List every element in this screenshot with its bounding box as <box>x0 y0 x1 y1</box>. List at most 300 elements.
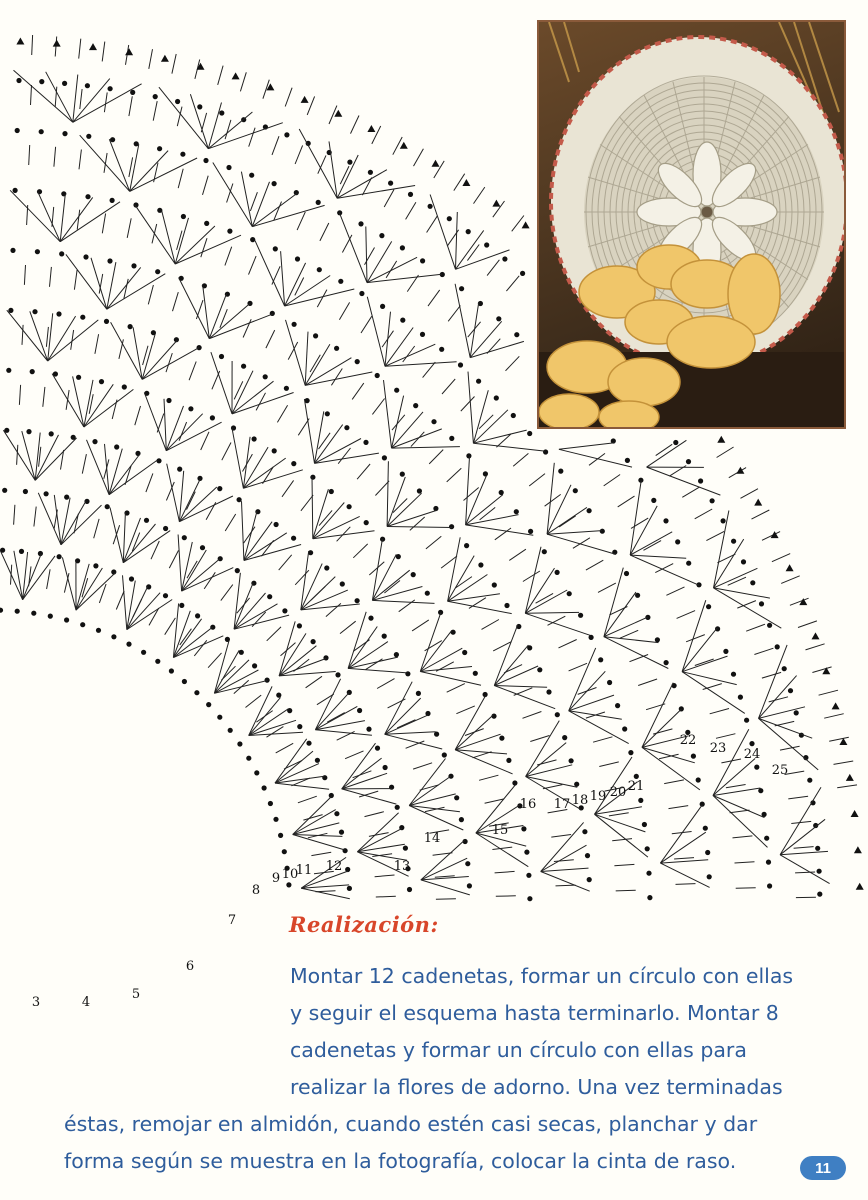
stitch-dash <box>573 538 590 549</box>
round-number-13: 13 <box>393 859 411 874</box>
fan-stitch <box>135 205 175 264</box>
chain-dot <box>738 695 743 700</box>
stitch-dash <box>414 149 424 166</box>
chain-dot <box>413 403 418 408</box>
chain-dot <box>521 826 526 831</box>
fan-stitch <box>87 440 110 495</box>
stitch-dash <box>173 292 179 311</box>
chain-dot <box>607 680 612 685</box>
stitch-dash <box>79 150 81 170</box>
stitch-dash <box>806 644 825 650</box>
chain-dot <box>311 639 316 644</box>
fan-stitch <box>313 503 345 539</box>
fan-stitch <box>315 425 343 464</box>
chain-dot <box>324 565 329 570</box>
fan-stitch <box>123 524 155 563</box>
stitch-dash <box>655 564 673 573</box>
fan-stitch <box>105 444 110 495</box>
chain-dot <box>700 802 705 807</box>
chain-dot <box>263 374 268 379</box>
stitch-dash <box>436 899 456 900</box>
stitch-dash <box>695 509 713 519</box>
fan-stitch <box>315 411 324 463</box>
stitch-dash <box>353 771 372 778</box>
fan-stitch <box>22 431 35 480</box>
chain-dot <box>10 248 15 253</box>
round-number-25: 25 <box>771 763 789 778</box>
chain-dot <box>542 549 547 554</box>
fan-stitch <box>30 311 48 361</box>
stitch-dash <box>82 454 86 474</box>
chain-dot <box>514 509 519 514</box>
fan-stitch <box>208 123 282 149</box>
fan-stitch <box>468 372 473 444</box>
chain-dot <box>431 419 436 424</box>
stitch-dash <box>682 487 699 497</box>
chain-dot <box>252 436 257 441</box>
chain-dot <box>417 488 422 493</box>
round-number-22: 22 <box>679 733 697 748</box>
stitch-dash <box>365 812 384 817</box>
stitch-dash <box>506 356 520 371</box>
stitch-dash <box>201 238 207 257</box>
stitch-dash <box>829 737 849 741</box>
stitch-dash <box>604 475 620 486</box>
chain-dot <box>62 131 67 136</box>
stitch-dash <box>556 885 576 886</box>
fan-stitch <box>301 888 350 899</box>
edge-arrow <box>771 531 779 538</box>
round-number-11: 11 <box>295 863 313 878</box>
chain-dot <box>355 598 360 603</box>
stitch-dash <box>31 85 32 105</box>
chain-dot <box>204 221 209 226</box>
chain-dot <box>128 324 133 329</box>
stitch-dash <box>338 448 350 464</box>
stitch-dash <box>447 468 462 482</box>
chain-dot <box>449 436 454 441</box>
fan-stitch <box>387 477 405 527</box>
stitch-dash <box>656 444 673 455</box>
chain-dot <box>104 319 109 324</box>
stitch-dash <box>369 833 389 837</box>
chain-dot <box>246 756 251 761</box>
stitch-dash <box>480 507 496 520</box>
round-number-9: 9 <box>271 871 281 886</box>
chain-dot <box>731 672 736 677</box>
stitch-dash <box>599 762 619 767</box>
stitch-dash <box>307 96 314 115</box>
chain-dot <box>754 765 759 770</box>
fan-stitch <box>525 547 541 614</box>
stitch-dash <box>703 684 722 690</box>
chain-dot <box>210 415 215 420</box>
stitch-dash <box>148 285 153 304</box>
stitch-dash <box>762 672 781 678</box>
round-number-15: 15 <box>491 823 509 838</box>
fan-stitch <box>130 158 197 191</box>
stitch-dash <box>428 290 440 306</box>
fan-stitch <box>38 192 61 242</box>
chain-dot <box>322 775 327 780</box>
stitch-dash <box>129 157 133 177</box>
stitch-dash <box>482 620 499 630</box>
fan-stitch <box>392 396 404 449</box>
fan-stitch <box>541 822 584 871</box>
stitch-dash <box>320 223 329 241</box>
stitch-dash <box>413 763 432 769</box>
chain-dot <box>284 132 289 137</box>
fan-stitch <box>420 672 481 686</box>
chain-dot <box>169 668 174 673</box>
chain-dot <box>338 279 343 284</box>
round-number-6: 6 <box>185 959 195 974</box>
chain-dot <box>272 181 277 186</box>
fan-stitch <box>780 855 830 884</box>
chain-dot <box>282 608 287 613</box>
chain-dot <box>110 137 115 142</box>
fan-stitch <box>525 612 579 613</box>
fan-stitch <box>255 241 285 306</box>
stitch-dash <box>79 39 81 59</box>
chain-dot <box>494 395 499 400</box>
stitch-dash <box>506 276 519 291</box>
stitch-dash <box>266 330 275 348</box>
fan-stitch <box>242 501 244 560</box>
instructions-line-4: realizar la flores de adorno. Una vez terminadas <box>290 1075 783 1099</box>
chain-dot <box>466 229 471 234</box>
stitch-dash <box>129 96 132 116</box>
fan-stitch <box>682 672 745 714</box>
chain-dot <box>794 710 799 715</box>
chain-dot <box>250 237 255 242</box>
stitch-dash <box>14 505 15 525</box>
stitch-dash <box>717 447 734 458</box>
stitch-dash <box>237 598 250 613</box>
stitch-dash <box>586 560 603 570</box>
fan-stitch <box>209 303 250 338</box>
stitch-dash <box>644 541 662 551</box>
chain-dot <box>175 99 180 104</box>
fan-stitch <box>385 312 391 367</box>
chain-dot <box>703 826 708 831</box>
stitch-dash <box>295 570 309 585</box>
chain-dot <box>276 693 281 698</box>
stitch-dash <box>746 624 765 631</box>
fan-stitch <box>305 332 308 386</box>
stitch-dash <box>124 279 128 299</box>
chain-dot <box>15 609 20 614</box>
stitch-dash <box>710 709 729 714</box>
edge-arrow <box>832 702 840 709</box>
chain-dot <box>663 518 668 523</box>
stitch-dash <box>386 261 397 278</box>
fan-stitch <box>301 577 336 610</box>
stitch-dash <box>536 593 554 603</box>
stitch-dash <box>279 555 292 570</box>
stitch-dash <box>762 532 780 541</box>
chain-dot <box>411 572 416 577</box>
chain-dot <box>817 869 822 874</box>
fan-stitch <box>209 314 273 339</box>
chain-dot <box>163 526 168 531</box>
stitch-dash <box>203 176 209 195</box>
stitch-dash <box>180 629 192 645</box>
chain-dot <box>292 322 297 327</box>
edge-arrow <box>854 846 862 853</box>
fan-stitch <box>312 477 313 539</box>
stitch-dash <box>834 761 854 764</box>
fan-stitch <box>385 362 457 367</box>
chain-dot <box>382 634 387 639</box>
chain-dot <box>710 498 715 503</box>
fan-stitch <box>73 75 78 123</box>
chain-dot <box>645 846 650 851</box>
chain-dot <box>492 582 497 587</box>
chain-dot <box>448 774 453 779</box>
chain-dot <box>638 798 643 803</box>
stitch-dash <box>410 517 425 530</box>
chain-dot <box>56 311 61 316</box>
chain-dot <box>129 576 134 581</box>
fan-stitch <box>208 103 221 149</box>
chain-dot <box>334 811 339 816</box>
fan-stitch <box>315 730 372 736</box>
chain-dot <box>23 489 28 494</box>
stitch-dash <box>298 796 317 803</box>
chain-dot <box>439 347 444 352</box>
fan-stitch <box>455 696 485 750</box>
stitch-dash <box>837 785 857 788</box>
fan-stitch <box>144 393 166 451</box>
stitch-dash <box>674 858 694 859</box>
edge-arrow <box>125 48 133 55</box>
stitch-dash <box>46 327 48 347</box>
fan-stitch <box>244 522 272 561</box>
fan-stitch <box>392 447 460 449</box>
chain-dot <box>464 543 469 548</box>
stitch-dash <box>153 101 157 121</box>
fan-stitch <box>275 783 329 789</box>
stitch-dash <box>29 145 30 165</box>
chain-dot <box>506 758 511 763</box>
fan-stitch <box>167 464 180 522</box>
stitch-dash <box>208 653 221 668</box>
instructions-text <box>64 958 834 1180</box>
edge-arrow <box>367 125 375 132</box>
chain-dot <box>278 833 283 838</box>
edge-arrow <box>16 38 24 45</box>
chain-dot <box>615 703 620 708</box>
fan-stitch <box>214 681 267 694</box>
fan-stitch <box>73 79 110 123</box>
stitch-dash <box>116 591 124 610</box>
stitch-dash <box>47 569 51 589</box>
stitch-dash <box>754 648 773 654</box>
stitch-dash <box>598 583 616 592</box>
chain-dot <box>731 539 736 544</box>
fan-stitch <box>604 637 659 643</box>
stitch-dash <box>352 383 364 399</box>
fan-stitch <box>525 568 554 613</box>
fan-stitch <box>547 531 602 535</box>
chain-dot <box>126 642 131 647</box>
chain-dot <box>297 623 302 628</box>
fan-stitch <box>286 320 306 386</box>
stitch-dash <box>342 235 352 253</box>
chain-dot <box>394 652 399 657</box>
fan-stitch <box>430 195 455 270</box>
fan-stitch <box>66 254 107 309</box>
chain-dot <box>219 354 224 359</box>
chain-dot <box>135 451 140 456</box>
fan-stitch <box>109 454 140 495</box>
chain-dot <box>574 782 579 787</box>
stitch-dash <box>225 514 236 531</box>
stitch-dash <box>102 214 105 234</box>
fan-stitch <box>348 627 377 669</box>
chain-dot <box>226 165 231 170</box>
stitch-dash <box>593 737 612 742</box>
edge-arrow <box>161 55 169 62</box>
chain-dot <box>210 625 215 630</box>
chain-dot <box>526 873 531 878</box>
fan-stitch <box>642 747 695 762</box>
fan-stitch <box>342 789 397 804</box>
stitch-dash <box>569 663 587 671</box>
fan-stitch <box>647 467 721 495</box>
fan-stitch <box>759 645 788 719</box>
chain-dot <box>459 817 464 822</box>
stitch-dash <box>95 334 99 354</box>
fan-stitch <box>48 320 99 361</box>
chain-dot <box>177 467 182 472</box>
stitch-dash <box>426 536 441 549</box>
fan-stitch <box>166 406 183 451</box>
chain-dot <box>166 398 171 403</box>
fan-stitch <box>166 422 221 451</box>
stitch-dash <box>218 66 223 85</box>
chain-dot <box>6 368 11 373</box>
fan-stitch <box>73 376 84 427</box>
chain-dot <box>651 498 656 503</box>
chain-dot <box>817 892 822 897</box>
chain-dot <box>310 475 315 480</box>
chain-dot <box>587 877 592 882</box>
chain-dot <box>705 850 710 855</box>
chain-dot <box>268 801 273 806</box>
stitch-dash <box>345 751 363 759</box>
chain-dot <box>698 478 703 483</box>
chain-dot <box>647 895 652 900</box>
chain-dot <box>782 666 787 671</box>
stitch-dash <box>496 896 516 897</box>
chain-dot <box>61 191 66 196</box>
chain-dot <box>31 611 36 616</box>
chain-dot <box>347 886 352 891</box>
stitch-dash <box>256 393 265 411</box>
fan-stitch <box>279 646 316 676</box>
fan-stitch <box>182 568 234 592</box>
edge-arrow <box>522 221 530 228</box>
stitch-dash <box>733 836 753 838</box>
chain-dot <box>200 545 205 550</box>
chain-dot <box>62 81 67 86</box>
stitch-dash <box>274 202 282 221</box>
chain-dot <box>83 254 88 259</box>
round-number-16: 16 <box>519 797 537 812</box>
fan-stitch <box>541 845 587 871</box>
fan-stitch <box>392 429 442 448</box>
fan-stitch <box>164 399 166 451</box>
round-number-19: 19 <box>589 789 607 804</box>
section-heading: Realización: <box>289 912 439 937</box>
fan-stitch <box>384 380 392 448</box>
instructions-line-6: forma según se muestra en la fotografía, colocar la cinta de raso. <box>64 1149 737 1173</box>
stitch-dash <box>272 136 279 155</box>
chain-dot <box>99 379 104 384</box>
stitch-dash <box>788 796 808 799</box>
chain-dot <box>92 439 97 444</box>
chain-dot <box>569 758 574 763</box>
stitch-dash <box>351 116 360 134</box>
stitch-dash <box>618 496 635 507</box>
chain-dot <box>85 83 90 88</box>
fan-stitch <box>448 575 488 602</box>
fan-stitch <box>473 390 488 443</box>
stitch-dash <box>609 813 629 816</box>
chain-dot <box>347 160 352 165</box>
round-number-5: 5 <box>131 987 141 1002</box>
fan-stitch <box>387 461 388 526</box>
fan-stitch <box>203 285 210 338</box>
fan-stitch <box>299 129 337 198</box>
fan-stitch <box>243 458 285 488</box>
stitch-dash <box>676 884 696 885</box>
stitch-dash <box>340 166 349 184</box>
chain-dot <box>182 679 187 684</box>
chain-dot <box>358 221 363 226</box>
stitch-dash <box>384 190 394 208</box>
stitch-dash <box>311 852 331 855</box>
fan-stitch <box>494 686 555 709</box>
fan-stitch <box>84 389 133 427</box>
stitch-dash <box>795 872 815 873</box>
fan-stitch <box>541 872 590 892</box>
stitch-dash <box>427 216 438 233</box>
chain-dot <box>57 554 62 559</box>
chain-dot <box>96 628 101 633</box>
chain-dot <box>696 777 701 782</box>
chain-dot <box>15 128 20 133</box>
stitch-dash <box>461 397 475 412</box>
chain-dot <box>315 758 320 763</box>
fan-stitch <box>559 443 615 450</box>
fan-stitch <box>293 835 345 851</box>
fan-stitch <box>455 284 470 358</box>
fan-stitch <box>7 310 48 361</box>
edge-arrow <box>856 883 864 890</box>
stitch-dash <box>664 780 684 784</box>
fan-stitch <box>348 612 366 669</box>
chain-dot <box>122 384 127 389</box>
stitch-dash <box>630 655 649 662</box>
chain-dot <box>442 752 447 757</box>
edge-arrow <box>851 810 859 817</box>
stitch-dash <box>317 694 334 705</box>
chain-dot <box>80 622 85 627</box>
chain-dot <box>241 364 246 369</box>
